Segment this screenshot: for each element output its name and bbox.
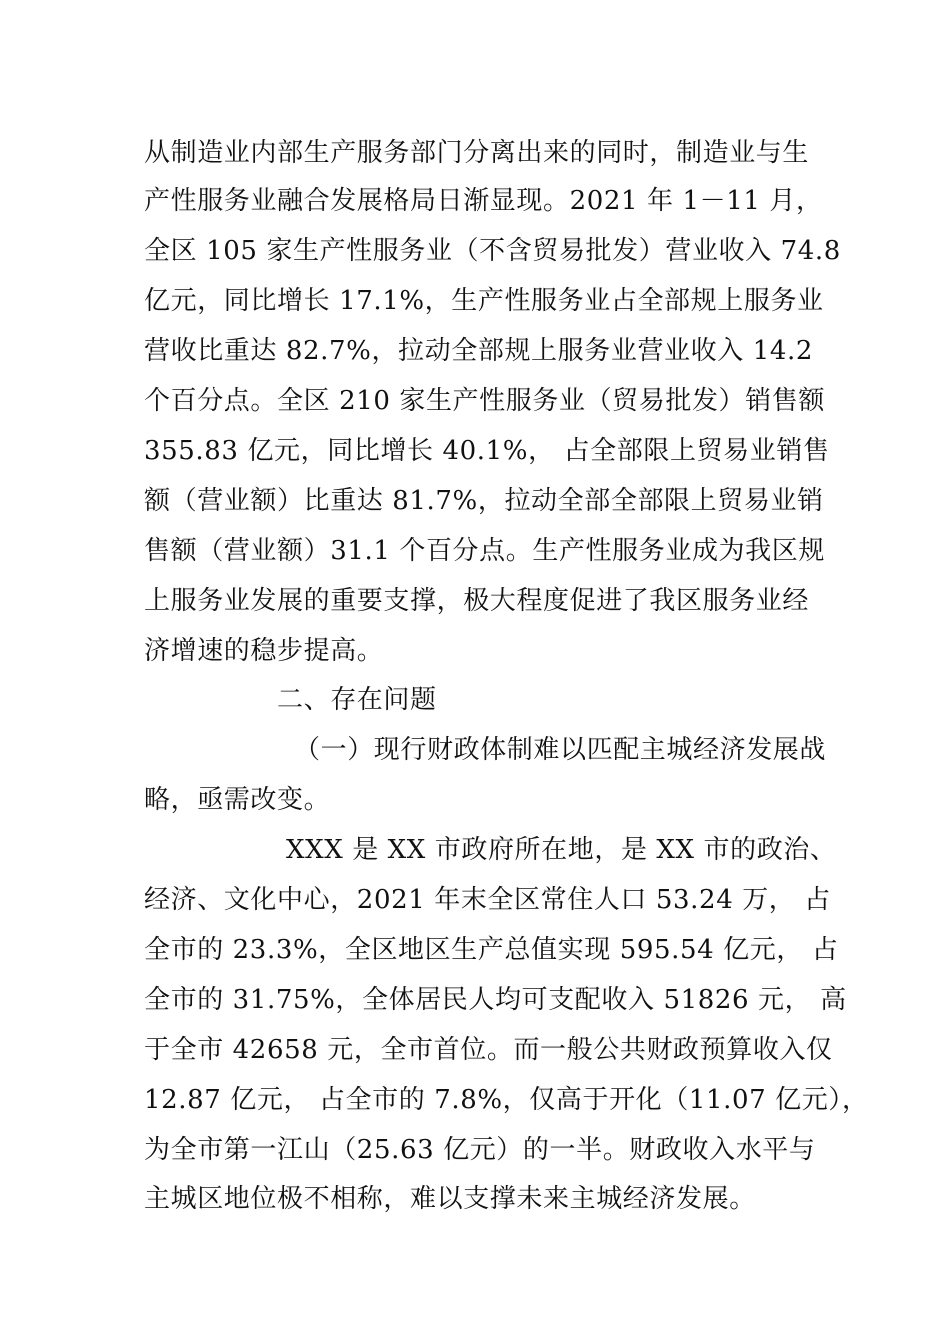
paragraph-line: 从制造业内部生产服务部门分离出来的同时，制造业与生 — [144, 138, 810, 168]
paragraph-line: 经济、文化中心，2021 年末全区常住人口 53.24 万， 占 — [144, 885, 831, 915]
paragraph-line: 主城区地位极不相称，难以支撑未来主城经济发展。 — [144, 1184, 756, 1214]
paragraph-line: 售额（营业额）31.1 个百分点。生产性服务业成为我区规 — [144, 536, 825, 566]
paragraph-line: 额（营业额）比重达 81.7%，拉动全部全部限上贸易业销 — [144, 486, 824, 516]
paragraph-line: 个百分点。全区 210 家生产性服务业（贸易批发）销售额 — [144, 386, 825, 416]
paragraph-line: XXX 是 XX 市政府所在地，是 XX 市的政治、 — [286, 835, 837, 865]
subsection-heading: （一）现行财政体制难以匹配主城经济发展战 — [294, 735, 827, 765]
paragraph-line: 亿元，同比增长 17.1%，生产性服务业占全部规上服务业 — [144, 286, 824, 316]
paragraph-line: 产性服务业融合发展格局日渐显现。2021 年 1－11 月， — [144, 186, 823, 216]
paragraph-line: 355.83 亿元，同比增长 40.1%， 占全部限上贸易业销售 — [144, 436, 830, 466]
paragraph-line: 上服务业发展的重要支撑，极大程度促进了我区服务业经 — [144, 586, 810, 616]
paragraph-line: 12.87 亿元， 占全市的 7.8%，仅高于开化（11.07 亿元）， — [144, 1085, 869, 1115]
paragraph-line: 全市的 23.3%，全区地区生产总值实现 595.54 亿元， 占 — [144, 935, 839, 965]
paragraph-line: 于全市 42658 元，全市首位。而一般公共财政预算收入仅 — [144, 1035, 833, 1065]
paragraph-line: 营收比重达 82.7%，拉动全部规上服务业营业收入 14.2 — [144, 336, 814, 366]
section-heading: 二、存在问题 — [277, 685, 437, 715]
paragraph-line: 济增速的稳步提高。 — [144, 636, 384, 666]
paragraph-line: 全市的 31.75%，全体居民人均可支配收入 51826 元， 高 — [144, 985, 847, 1015]
paragraph-line: 全区 105 家生产性服务业（不含贸易批发）营业收入 74.8 — [144, 236, 841, 266]
paragraph-line: 为全市第一江山（25.63 亿元）的一半。财政收入水平与 — [144, 1135, 816, 1165]
subsection-heading-continued: 略，亟需改变。 — [144, 785, 331, 815]
